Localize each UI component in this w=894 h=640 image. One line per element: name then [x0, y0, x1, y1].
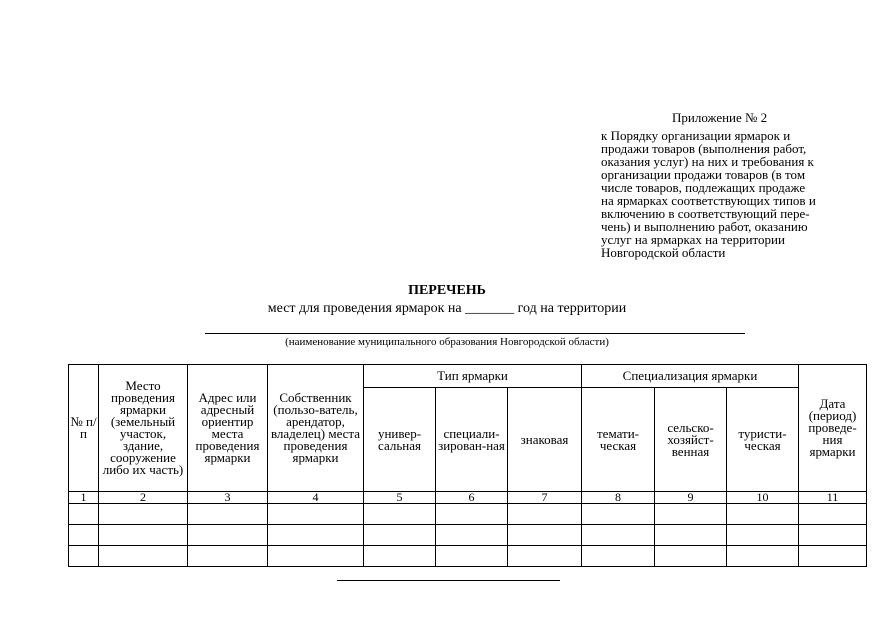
table-cell	[436, 546, 508, 567]
table-cell	[99, 504, 188, 525]
table-cell	[508, 546, 582, 567]
header-owner: Собственник (пользо-ватель, арендатор, владелец) места проведения ярмарки	[268, 365, 364, 492]
header-spec-thematic: темати-ческая	[582, 388, 655, 492]
column-number: 6	[436, 492, 508, 504]
column-number-row	[69, 492, 867, 504]
appendix-line: к Порядку организации ярмарок и	[601, 128, 791, 143]
appendix-line: оказания услуг) на них и требования к	[601, 154, 814, 169]
table-cell	[436, 504, 508, 525]
header-date: Дата (период) проведе-ния ярмарки	[799, 365, 867, 492]
appendix-line: чень) и выполнению работ, оказанию	[601, 219, 808, 234]
table-cell	[268, 525, 364, 546]
column-number: 10	[727, 492, 799, 504]
column-number: 5	[364, 492, 436, 504]
appendix-title: Приложение № 2	[672, 110, 768, 125]
table-cell	[364, 504, 436, 525]
header-spec-agricultural: сельско-хозяйст-венная	[655, 388, 727, 492]
table-cell	[268, 546, 364, 567]
municipality-name-caption: (наименование муниципального образования Новгородской области)	[285, 336, 609, 348]
appendix-line: услуг на ярмарках на территории	[601, 232, 785, 247]
table-cell	[727, 546, 799, 567]
table-cell	[188, 546, 268, 567]
bottom-separator-line	[337, 580, 560, 581]
table-cell	[727, 525, 799, 546]
municipality-name-line	[205, 333, 745, 334]
appendix-line: организации продажи товаров (в том	[601, 167, 806, 182]
appendix-line: на ярмарках соответствующих типов и	[601, 193, 816, 208]
table-cell	[727, 504, 799, 525]
table-cell	[508, 525, 582, 546]
header-type-specialized: специали-зирован-ная	[436, 388, 508, 492]
table-cell	[99, 546, 188, 567]
table-cell	[188, 504, 268, 525]
column-number: 8	[582, 492, 655, 504]
table-cell	[436, 525, 508, 546]
header-type-group: Тип ярмарки	[364, 365, 582, 388]
header-place: Место проведения ярмарки (земельный участок, здание, сооружение либо их часть)	[99, 365, 188, 492]
fair-places-table	[68, 364, 867, 567]
table-cell	[799, 525, 867, 546]
table-cell	[188, 525, 268, 546]
header-address: Адрес или адресный ориентир места проведения ярмарки	[188, 365, 268, 492]
document-subtitle: мест для проведения ярмарок на _______ год на территории	[267, 301, 627, 316]
column-number: 2	[99, 492, 188, 504]
table-cell	[655, 546, 727, 567]
table-cell	[364, 525, 436, 546]
table-cell	[69, 546, 99, 567]
header-type-universal: универ-сальная	[364, 388, 436, 492]
table-cell	[799, 546, 867, 567]
appendix-line: числе товаров, подлежащих продаже	[601, 180, 806, 195]
column-number: 11	[799, 492, 867, 504]
header-num: № п/п	[69, 365, 99, 492]
appendix-line: продажи товаров (выполнения работ,	[601, 141, 807, 156]
appendix-text	[601, 129, 851, 259]
document-title: ПЕРЕЧЕНЬ	[408, 283, 486, 298]
table-cell	[582, 525, 655, 546]
column-number: 3	[188, 492, 268, 504]
table-cell	[268, 504, 364, 525]
appendix-line: включению в соответствующий пере-	[601, 206, 810, 221]
table-cell	[99, 525, 188, 546]
column-number: 7	[508, 492, 582, 504]
header-spec-tourist: туристи-ческая	[727, 388, 799, 492]
column-number: 1	[69, 492, 99, 504]
table-row	[69, 525, 867, 546]
table-row	[69, 546, 867, 567]
table-cell	[799, 504, 867, 525]
column-number: 4	[268, 492, 364, 504]
table-cell	[508, 504, 582, 525]
appendix-line: Новгородской области	[601, 245, 726, 260]
column-number: 9	[655, 492, 727, 504]
header-spec-group: Специализация ярмарки	[582, 365, 799, 388]
table-cell	[655, 525, 727, 546]
table-cell	[582, 546, 655, 567]
table-header-row	[69, 365, 867, 388]
table-cell	[582, 504, 655, 525]
table-cell	[364, 546, 436, 567]
table-cell	[69, 504, 99, 525]
table-cell	[655, 504, 727, 525]
header-type-landmark: знаковая	[508, 388, 582, 492]
table-row	[69, 504, 867, 525]
table-cell	[69, 525, 99, 546]
